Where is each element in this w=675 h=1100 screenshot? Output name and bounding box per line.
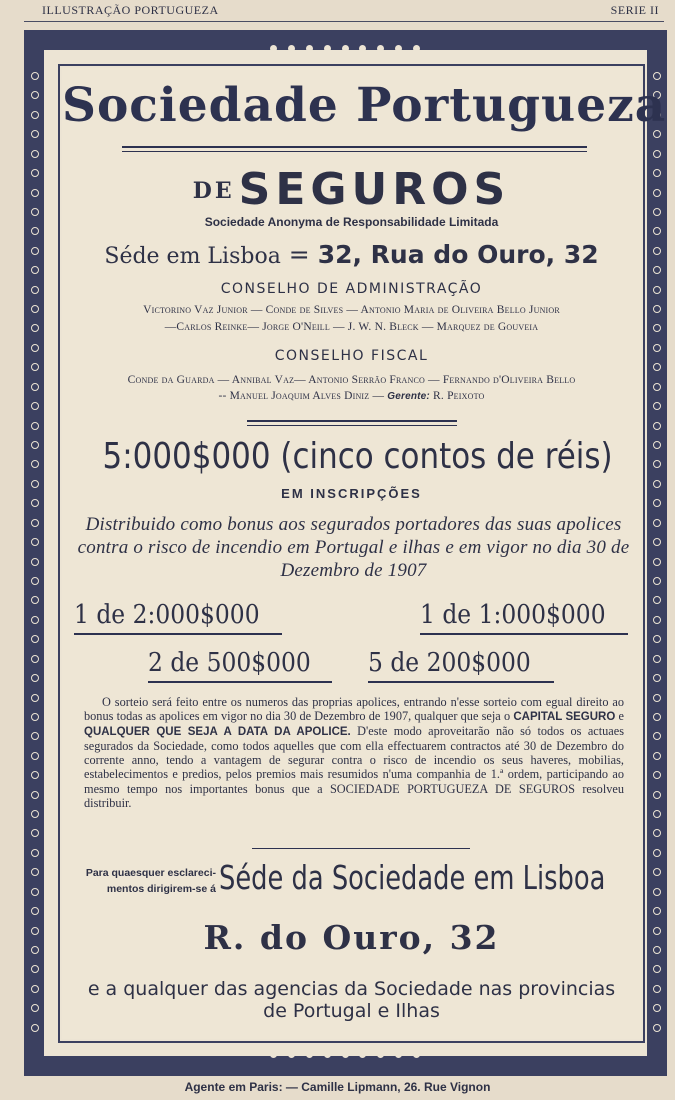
section-rule xyxy=(247,420,457,422)
board-members-line1: Victorino Vaz Junior — Conde de Silves — Antonio Maria de Oliveira Bello Junior xyxy=(143,304,560,316)
border-dots-top xyxy=(270,41,420,55)
running-header xyxy=(0,3,675,21)
title-de: DE xyxy=(192,178,235,204)
body-intro: O sorteio será feito entre os numeros das proprias apolices, entrando n'esse sorteio com egual direito ao bonus todas as apolices em vigor no dia 30 de Dezembro de 1907, qualquer que seja o xyxy=(84,695,624,724)
paris-agent: Agente em Paris: — Camille Lipmann, 26. Rue Vignon xyxy=(184,1080,491,1094)
contact-headquarters: Séde da Sociedade em Lisboa xyxy=(219,858,606,897)
manager-name: R. Peixoto xyxy=(429,390,485,402)
sede-prefix: Séde em Lisboa xyxy=(104,244,281,269)
em-inscripcoes: EM INSCRIPÇÕES xyxy=(281,486,422,501)
header-rule xyxy=(24,21,664,22)
prize-3-rule xyxy=(148,681,332,683)
agencies-text xyxy=(62,978,641,1022)
distribution-text: Distribuido como bonus aos segurados portadores das suas apolices contra o risco de incendio em Portugal e ilhas e em vigor no dia 30 de Dezembro de 1907 xyxy=(77,514,630,581)
contact-rule xyxy=(252,848,470,849)
magazine-title: ILLUSTRAÇÃO PORTUGUEZA xyxy=(42,3,219,17)
board-heading: CONSELHO DE ADMINISTRAÇÃO xyxy=(220,281,483,297)
lottery-description xyxy=(84,695,624,810)
prize-1: 1 de 2:000$000 xyxy=(74,600,260,630)
company-title: Sociedade Portugueza xyxy=(62,78,667,133)
agencies-line2: de Portugal e Ilhas xyxy=(263,1000,440,1022)
prize-3: 2 de 500$000 xyxy=(148,648,311,678)
border-dots-right xyxy=(650,72,664,1032)
body-rest: D'este modo aproveitarão não só todos os actuaes segurados da Sociedade, como todos aquelles que com ella effectuarem contractos até 30 de Dezembro do corrente anno, tendo a vantagem de segurar contra o risco de incendio os seus haveres, mobilias, estabelecimentos e predios, pelos premios mais resumidos n'uma companhia de 1.ª ordem, participando ao mesmo tempo nos importantes bonus que a SOCIEDADE PORTUGUEZA DE SEGUROS resolveu distribuir. xyxy=(84,724,625,810)
sede-street: 32, Rua do Ouro, 32 xyxy=(317,240,599,269)
prize-4: 5 de 200$000 xyxy=(368,648,531,678)
contact-instr-line1: Para quaesquer esclareci- xyxy=(85,867,216,879)
company-subtitle-seguros xyxy=(62,164,641,215)
headquarters-address xyxy=(62,240,641,269)
fiscal-members-line1: Conde da Guarda — Annibal Vaz— Antonio Serrão Franco — Fernando d'Oliveira Bello xyxy=(127,374,576,386)
manager-label: Gerente: xyxy=(387,391,430,402)
title-rule xyxy=(122,146,587,148)
prize-4-rule xyxy=(368,681,554,683)
title-seguros: SEGUROS xyxy=(238,164,511,215)
ad-panel xyxy=(62,68,667,1039)
contact-instr-line2: mentos dirigirem-se á xyxy=(106,883,216,895)
body-and: e xyxy=(615,709,624,724)
fiscal-member-diniz: -- Manuel Joaquim Alves Diniz — xyxy=(218,390,388,402)
border-dots-bottom xyxy=(270,1047,420,1061)
prize-2-rule xyxy=(420,633,628,635)
agencies-line1: e a qualquer das agencias da Sociedade nas provincias xyxy=(87,978,616,1000)
contact-instructions xyxy=(66,865,216,897)
body-qualquer-data: QUALQUER QUE SEJA A DATA DA APOLICE. xyxy=(84,726,351,739)
contact-street: R. do Ouro, 32 xyxy=(203,918,500,957)
fiscal-heading: CONSELHO FISCAL xyxy=(274,348,429,364)
sede-dash: = xyxy=(288,240,310,269)
board-members-line2: —Carlos Reinke— Jorge O'Neill — J. W. N. Bleck — Marquez de Gouveia xyxy=(164,321,539,333)
prize-amount: 5:000$000 (cinco contos de réis) xyxy=(102,436,613,477)
prize-2: 1 de 1:000$000 xyxy=(420,600,606,630)
series-label: SERIE II xyxy=(610,3,659,17)
prize-1-rule xyxy=(74,633,282,635)
border-dots-left xyxy=(28,72,42,1032)
fiscal-members-line2 xyxy=(62,390,641,402)
company-legal-form: Sociedade Anonyma de Responsabilidade Limitada xyxy=(204,215,499,229)
body-capital-seguro: CAPITAL SEGURO xyxy=(513,711,616,724)
